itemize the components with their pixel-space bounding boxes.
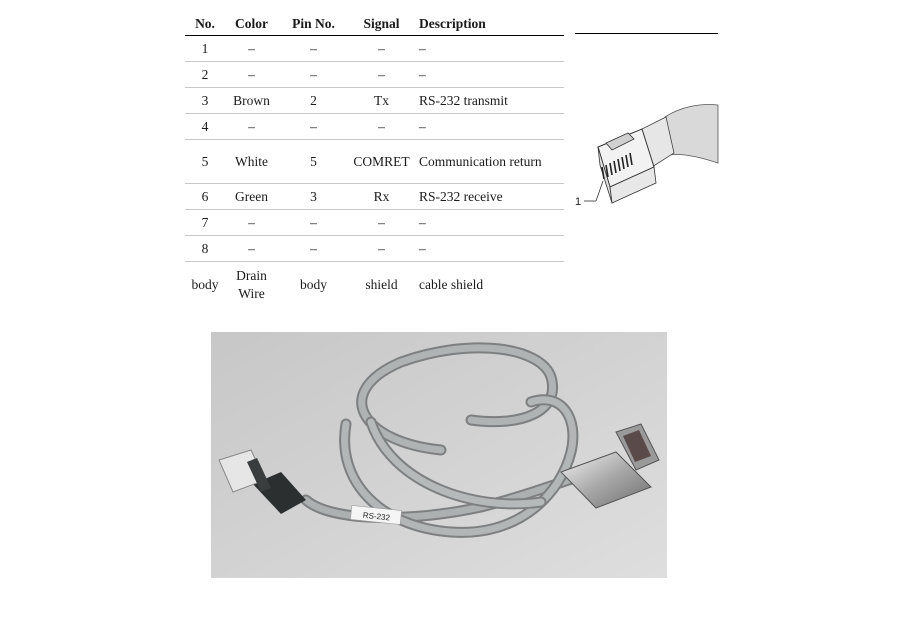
cell-signal: –: [349, 114, 414, 140]
cell-color: Brown: [225, 88, 278, 114]
cell-no: 3: [185, 88, 225, 114]
header-no: No.: [185, 13, 225, 36]
cell-signal: –: [349, 62, 414, 88]
table-row: [185, 184, 564, 210]
table-row: [185, 88, 564, 114]
cell-color: Drain Wire: [236, 268, 267, 301]
table-row: [185, 210, 564, 236]
table-header-row: [185, 13, 564, 36]
cell-no: 2: [185, 62, 225, 88]
cell-description: RS-232 transmit: [414, 88, 564, 114]
cell-signal: –: [349, 236, 414, 262]
cell-pin: body: [300, 277, 327, 292]
cell-color: –: [225, 236, 278, 262]
cell-description: –: [414, 36, 564, 62]
cell-pin: 5: [278, 140, 349, 184]
cell-signal: Rx: [349, 184, 414, 210]
cell-pin: 2: [278, 88, 349, 114]
cell-no: body: [191, 277, 219, 292]
cell-signal: shield: [365, 277, 398, 292]
cell-no: 7: [185, 210, 225, 236]
cell-description: –: [414, 236, 564, 262]
cell-signal: –: [349, 210, 414, 236]
cell-no: 5: [185, 140, 225, 184]
table-row: [185, 236, 564, 262]
cell-color: –: [225, 210, 278, 236]
cell-pin: –: [278, 210, 349, 236]
header-rule: [575, 33, 718, 34]
cable-label: RS-232: [362, 510, 391, 523]
cell-color: –: [225, 36, 278, 62]
cell-pin: 3: [278, 184, 349, 210]
cell-color: –: [225, 62, 278, 88]
header-pin: Pin No.: [278, 13, 349, 36]
cell-pin: –: [278, 114, 349, 140]
table-row: [185, 114, 564, 140]
cell-signal: COMRET: [349, 140, 414, 184]
cell-no: 6: [185, 184, 225, 210]
cell-no: 1: [185, 36, 225, 62]
cell-color: Green: [225, 184, 278, 210]
table-row: [185, 262, 564, 309]
header-signal: Signal: [349, 13, 414, 36]
cell-pin: –: [278, 36, 349, 62]
cell-description: cable shield: [419, 277, 484, 292]
cell-description: Communication return: [414, 140, 564, 184]
table-row: [185, 36, 564, 62]
cell-color: –: [225, 114, 278, 140]
cell-no: 4: [185, 114, 225, 140]
cell-signal: –: [349, 36, 414, 62]
cell-description: –: [414, 114, 564, 140]
cell-pin: –: [278, 236, 349, 262]
cell-description: –: [414, 62, 564, 88]
cell-signal: Tx: [349, 88, 414, 114]
cell-description: –: [414, 210, 564, 236]
header-description: Description: [414, 13, 564, 36]
rs232-cable-photo: [211, 332, 667, 578]
cell-no: 8: [185, 236, 225, 262]
table-row: [185, 140, 564, 184]
cell-color: White: [225, 140, 278, 184]
cell-pin: –: [278, 62, 349, 88]
rj45-plug-icon: [570, 95, 720, 215]
table-row: [185, 62, 564, 88]
pinout-table: [185, 13, 564, 308]
cell-description: RS-232 receive: [414, 184, 564, 210]
header-color: Color: [225, 13, 278, 36]
pin-callout-label: 1: [575, 196, 582, 208]
